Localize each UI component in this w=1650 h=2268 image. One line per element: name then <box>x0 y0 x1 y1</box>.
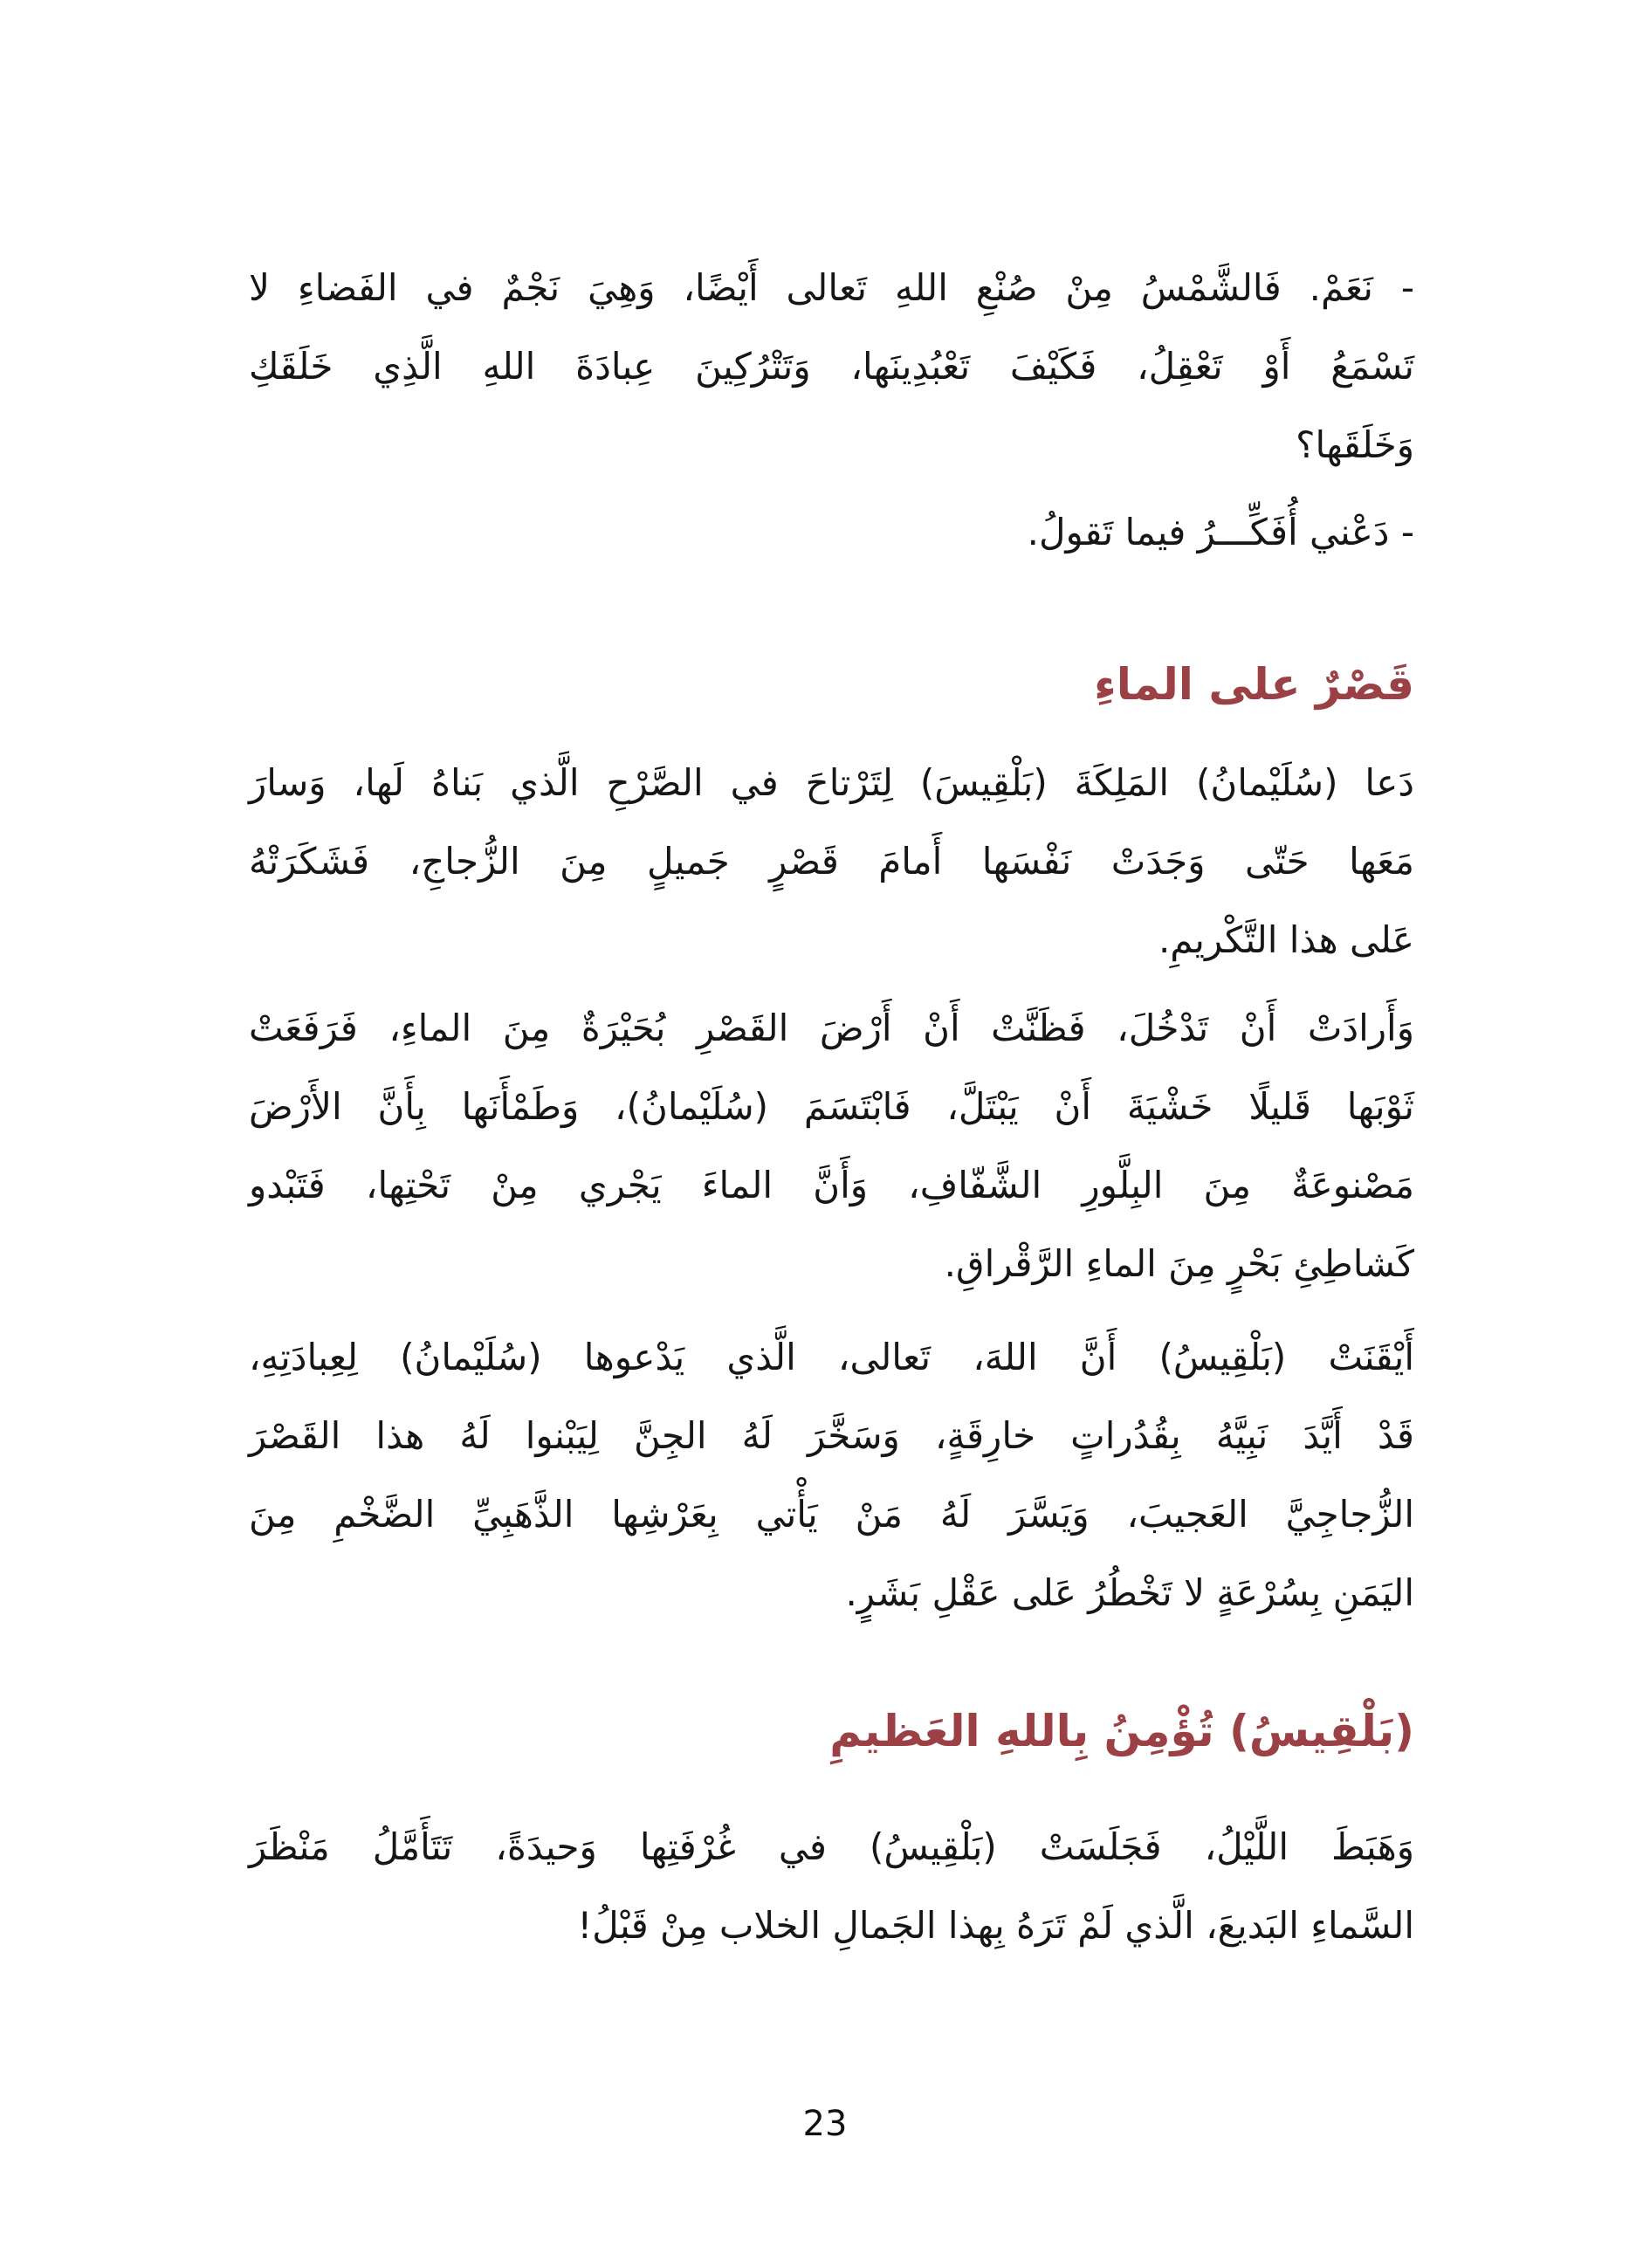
text-line: ثَوْبَها قَليلًا خَشْيَةَ أَنْ يَبْتَلَّ، فَابْتَسَمَ (سُلَيْمانُ)، وَطَمْأَنَها بِأَنَّ الأَرْضَ <box>249 1085 1414 1128</box>
body-paragraph-3 <box>249 1318 1414 1632</box>
section-heading-bilqis-believes: (بَلْقِيسُ) تُؤْمِنُ بِاللهِ العَظيمِ <box>829 1706 1414 1756</box>
dialogue-paragraph-2 <box>249 493 1414 572</box>
text-line: - دَعْني أُفَكِّـــرُ فيما تَقولُ. <box>1027 511 1414 553</box>
text-line: مَعَها حَتّى وَجَدَتْ نَفْسَها أَمامَ قَصْرٍ جَميلٍ مِنَ الزُّجاجِ، فَشَكَرَتْهُ <box>249 840 1414 883</box>
body-paragraph-1 <box>249 744 1414 979</box>
dialogue-paragraph-1 <box>249 249 1414 485</box>
text-line: وَهَبَطَ اللَّيْلُ، فَجَلَسَتْ (بَلْقِيسُ) في غُرْفَتِها وَحيدَةً، تَتَأَمَّلُ مَنْظَرَ <box>249 1825 1414 1868</box>
text-line: الزُّجاجِيَّ العَجيبَ، وَيَسَّرَ لَهُ مَنْ يَأْتي بِعَرْشِها الذَّهَبِيِّ الضَّخْمِ مِنَ <box>249 1493 1414 1536</box>
page-number: 23 <box>802 2104 848 2144</box>
text-line: دَعا (سُلَيْمانُ) المَلِكَةَ (بَلْقِيسَ) لِتَرْتاحَ في الصَّرْحِ الَّذي بَناهُ لَها، وَسارَ <box>249 761 1414 804</box>
text-line: السَّماءِ البَديعَ، الَّذي لَمْ تَرَهُ بِهذا الجَمالِ الخلاب مِنْ قَبْلُ! <box>577 1904 1414 1947</box>
text-line: وَأَرادَتْ أَنْ تَدْخُلَ، فَظَنَّتْ أَنْ أَرْضَ القَصْرِ بُحَيْرَةٌ مِنَ الماءِ، فَرَفَعَتْ <box>249 1007 1414 1049</box>
text-line: أَيْقَنَتْ (بَلْقِيسُ) أَنَّ اللهَ، تَعالى، الَّذي يَدْعوها (سُلَيْمانُ) لِعِبادَتِهِ، <box>249 1336 1414 1378</box>
section-heading-palace-on-water: قَصْرٌ على الماءِ <box>1094 659 1414 710</box>
text-line: كَشاطِئِ بَحْرٍ مِنَ الماءِ الرَّقْراقِ. <box>944 1242 1414 1285</box>
text-line: اليَمَنِ بِسُرْعَةٍ لا تَخْطُرُ عَلى عَقْلِ بَشَرٍ. <box>845 1571 1414 1614</box>
text-line: تَسْمَعُ أَوْ تَعْقِلُ، فَكَيْفَ تَعْبُدِينَها، وَتَتْرُكِينَ عِبادَةَ اللهِ الَّذِي خَلَقَكِ <box>249 345 1414 388</box>
body-paragraph-2 <box>249 989 1414 1303</box>
text-line: وَخَلَقَها؟ <box>1296 423 1414 466</box>
body-paragraph-4 <box>249 1808 1414 1965</box>
text-line: قَدْ أَيَّدَ نَبِيَّهُ بِقُدُراتٍ خارِقَةٍ، وَسَخَّرَ لَهُ الجِنَّ لِيَبْنوا لَهُ هذا القَصْرَ <box>249 1414 1414 1457</box>
text-line: عَلى هذا التَّكْريمِ. <box>1158 918 1414 961</box>
text-line: مَصْنوعَةٌ مِنَ البِلَّورِ الشَّفّافِ، وَأَنَّ الماءَ يَجْري مِنْ تَحْتِها، فَتَبْدو <box>249 1164 1414 1206</box>
text-line: - نَعَمْ. فَالشَّمْسُ مِنْ صُنْعِ اللهِ تَعالى أَيْضًا، وَهِيَ نَجْمٌ في الفَضاءِ لا <box>249 266 1414 309</box>
